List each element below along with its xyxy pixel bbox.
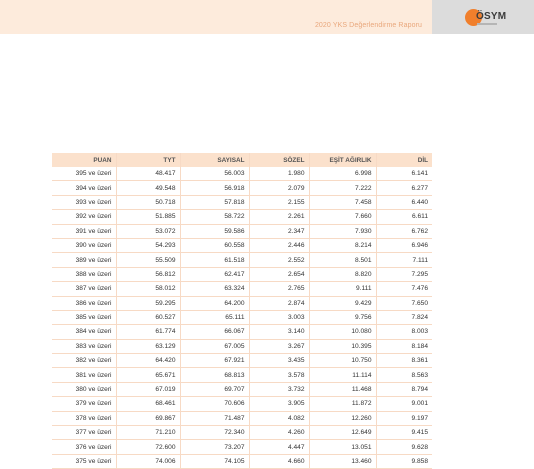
logo-text: ÖSYM bbox=[476, 11, 507, 22]
table-cell: 7.824 bbox=[376, 310, 432, 324]
table-cell: 4.447 bbox=[249, 440, 309, 454]
score-distribution-table bbox=[52, 153, 432, 469]
table-row bbox=[52, 167, 432, 181]
table-cell: 7.458 bbox=[309, 195, 376, 209]
table-cell: 3.003 bbox=[249, 310, 309, 324]
table-cell: 9.858 bbox=[376, 454, 432, 468]
table-cell: 69.707 bbox=[180, 382, 249, 396]
table-cell: 3.267 bbox=[249, 339, 309, 353]
table-row bbox=[52, 354, 432, 368]
table-cell: 9.628 bbox=[376, 440, 432, 454]
table-cell: 6.440 bbox=[376, 195, 432, 209]
table-row bbox=[52, 267, 432, 281]
table-row bbox=[52, 282, 432, 296]
table-cell: 6.762 bbox=[376, 224, 432, 238]
table-cell: 393 ve üzeri bbox=[52, 195, 116, 209]
table-cell: 48.417 bbox=[116, 167, 180, 181]
table-cell: 9.001 bbox=[376, 397, 432, 411]
table-cell: 7.295 bbox=[376, 267, 432, 281]
table-cell: 2.155 bbox=[249, 195, 309, 209]
table-cell: 395 ve üzeri bbox=[52, 167, 116, 181]
table-cell: 7.660 bbox=[309, 210, 376, 224]
logo-underline bbox=[477, 23, 497, 25]
table-cell: 3.435 bbox=[249, 354, 309, 368]
table-cell: 388 ve üzeri bbox=[52, 267, 116, 281]
table-cell: 59.586 bbox=[180, 224, 249, 238]
table-cell: 60.558 bbox=[180, 238, 249, 252]
table-cell: 69.867 bbox=[116, 411, 180, 425]
table-cell: 12.649 bbox=[309, 426, 376, 440]
table-cell: 65.111 bbox=[180, 310, 249, 324]
table-cell: 56.812 bbox=[116, 267, 180, 281]
table-cell: 58.012 bbox=[116, 282, 180, 296]
column-header: PUAN bbox=[52, 153, 116, 167]
table-cell: 6.277 bbox=[376, 181, 432, 195]
table-cell: 11.872 bbox=[309, 397, 376, 411]
table-cell: 4.082 bbox=[249, 411, 309, 425]
table-cell: 68.813 bbox=[180, 368, 249, 382]
table-cell: 8.003 bbox=[376, 325, 432, 339]
table-cell: 73.207 bbox=[180, 440, 249, 454]
osym-logo bbox=[432, 0, 534, 34]
table-cell: 11.114 bbox=[309, 368, 376, 382]
table-cell: 62.417 bbox=[180, 267, 249, 281]
table-cell: 61.518 bbox=[180, 253, 249, 267]
table-cell: 8.820 bbox=[309, 267, 376, 281]
table-cell: 67.019 bbox=[116, 382, 180, 396]
table-cell: 3.578 bbox=[249, 368, 309, 382]
table-row bbox=[52, 397, 432, 411]
table-cell: 10.080 bbox=[309, 325, 376, 339]
table-cell: 389 ve üzeri bbox=[52, 253, 116, 267]
table-cell: 378 ve üzeri bbox=[52, 411, 116, 425]
table-cell: 72.600 bbox=[116, 440, 180, 454]
table-cell: 3.905 bbox=[249, 397, 309, 411]
table-cell: 3.732 bbox=[249, 382, 309, 396]
table-cell: 375 ve üzeri bbox=[52, 454, 116, 468]
table-cell: 60.527 bbox=[116, 310, 180, 324]
table-cell: 383 ve üzeri bbox=[52, 339, 116, 353]
table-cell: 2.654 bbox=[249, 267, 309, 281]
table-row bbox=[52, 210, 432, 224]
table-cell: 9.197 bbox=[376, 411, 432, 425]
table-row bbox=[52, 181, 432, 195]
table-cell: 7.222 bbox=[309, 181, 376, 195]
table-cell: 7.111 bbox=[376, 253, 432, 267]
table-cell: 67.005 bbox=[180, 339, 249, 353]
table-cell: 64.420 bbox=[116, 354, 180, 368]
table-cell: 64.200 bbox=[180, 296, 249, 310]
table-cell: 4.660 bbox=[249, 454, 309, 468]
table-cell: 10.395 bbox=[309, 339, 376, 353]
table-cell: 376 ve üzeri bbox=[52, 440, 116, 454]
table-cell: 386 ve üzeri bbox=[52, 296, 116, 310]
table-cell: 2.765 bbox=[249, 282, 309, 296]
table-cell: 4.260 bbox=[249, 426, 309, 440]
table-cell: 9.429 bbox=[309, 296, 376, 310]
column-header: SAYISAL bbox=[180, 153, 249, 167]
report-title: 2020 YKS Değerlendirme Raporu bbox=[314, 22, 422, 29]
table-cell: 72.340 bbox=[180, 426, 249, 440]
table-cell: 380 ve üzeri bbox=[52, 382, 116, 396]
table-cell: 59.295 bbox=[116, 296, 180, 310]
table-cell: 71.487 bbox=[180, 411, 249, 425]
table-cell: 70.606 bbox=[180, 397, 249, 411]
table-cell: 67.921 bbox=[180, 354, 249, 368]
table-cell: 56.003 bbox=[180, 167, 249, 181]
table-cell: 7.650 bbox=[376, 296, 432, 310]
table-cell: 66.067 bbox=[180, 325, 249, 339]
table-row bbox=[52, 382, 432, 396]
table-cell: 381 ve üzeri bbox=[52, 368, 116, 382]
table-cell: 394 ve üzeri bbox=[52, 181, 116, 195]
table-row bbox=[52, 238, 432, 252]
table-cell: 8.214 bbox=[309, 238, 376, 252]
table-cell: 2.874 bbox=[249, 296, 309, 310]
table-cell: 391 ve üzeri bbox=[52, 224, 116, 238]
table-cell: 384 ve üzeri bbox=[52, 325, 116, 339]
table-cell: 2.552 bbox=[249, 253, 309, 267]
table-cell: 390 ve üzeri bbox=[52, 238, 116, 252]
table-cell: 68.461 bbox=[116, 397, 180, 411]
table-cell: 53.072 bbox=[116, 224, 180, 238]
table-cell: 55.509 bbox=[116, 253, 180, 267]
table-cell: 387 ve üzeri bbox=[52, 282, 116, 296]
table-cell: 57.818 bbox=[180, 195, 249, 209]
column-header: TYT bbox=[116, 153, 180, 167]
table-cell: 2.347 bbox=[249, 224, 309, 238]
table-row bbox=[52, 195, 432, 209]
table-cell: 71.210 bbox=[116, 426, 180, 440]
table-cell: 6.998 bbox=[309, 167, 376, 181]
table-cell: 8.361 bbox=[376, 354, 432, 368]
table-cell: 11.468 bbox=[309, 382, 376, 396]
table-cell: 385 ve üzeri bbox=[52, 310, 116, 324]
table-cell: 379 ve üzeri bbox=[52, 397, 116, 411]
table-cell: 12.260 bbox=[309, 411, 376, 425]
table-cell: 56.918 bbox=[180, 181, 249, 195]
table-row bbox=[52, 440, 432, 454]
table-cell: 9.111 bbox=[309, 282, 376, 296]
table-cell: 50.718 bbox=[116, 195, 180, 209]
table-cell: 8.184 bbox=[376, 339, 432, 353]
table-cell: 6.946 bbox=[376, 238, 432, 252]
table-row bbox=[52, 224, 432, 238]
table-cell: 6.611 bbox=[376, 210, 432, 224]
column-header: SÖZEL bbox=[249, 153, 309, 167]
table-cell: 74.105 bbox=[180, 454, 249, 468]
table-cell: 51.885 bbox=[116, 210, 180, 224]
table-header-row bbox=[52, 153, 432, 167]
table-cell: 6.141 bbox=[376, 167, 432, 181]
table-cell: 8.563 bbox=[376, 368, 432, 382]
table-cell: 13.051 bbox=[309, 440, 376, 454]
table-body bbox=[52, 167, 432, 469]
table-cell: 13.460 bbox=[309, 454, 376, 468]
table-row bbox=[52, 368, 432, 382]
table-cell: 9.756 bbox=[309, 310, 376, 324]
table-row bbox=[52, 325, 432, 339]
table-cell: 7.930 bbox=[309, 224, 376, 238]
header-band bbox=[0, 0, 432, 34]
table-cell: 377 ve üzeri bbox=[52, 426, 116, 440]
column-header: DİL bbox=[376, 153, 432, 167]
table-cell: 392 ve üzeri bbox=[52, 210, 116, 224]
column-header: EŞİT AĞIRLIK bbox=[309, 153, 376, 167]
table-cell: 8.501 bbox=[309, 253, 376, 267]
table-row bbox=[52, 339, 432, 353]
table-row bbox=[52, 296, 432, 310]
table-cell: 63.129 bbox=[116, 339, 180, 353]
table-row bbox=[52, 426, 432, 440]
table-cell: 7.476 bbox=[376, 282, 432, 296]
table-cell: 61.774 bbox=[116, 325, 180, 339]
table-cell: 2.079 bbox=[249, 181, 309, 195]
table-cell: 10.750 bbox=[309, 354, 376, 368]
table-cell: 8.794 bbox=[376, 382, 432, 396]
table-row bbox=[52, 411, 432, 425]
table-cell: 65.671 bbox=[116, 368, 180, 382]
table-cell: 54.293 bbox=[116, 238, 180, 252]
table-row bbox=[52, 253, 432, 267]
table-row bbox=[52, 310, 432, 324]
table-cell: 3.140 bbox=[249, 325, 309, 339]
table-cell: 382 ve üzeri bbox=[52, 354, 116, 368]
table-cell: 74.006 bbox=[116, 454, 180, 468]
table-cell: 2.261 bbox=[249, 210, 309, 224]
table-cell: 63.324 bbox=[180, 282, 249, 296]
table-cell: 49.548 bbox=[116, 181, 180, 195]
table-cell: 9.415 bbox=[376, 426, 432, 440]
table-cell: 2.446 bbox=[249, 238, 309, 252]
table-cell: 58.722 bbox=[180, 210, 249, 224]
table-cell: 1.980 bbox=[249, 167, 309, 181]
